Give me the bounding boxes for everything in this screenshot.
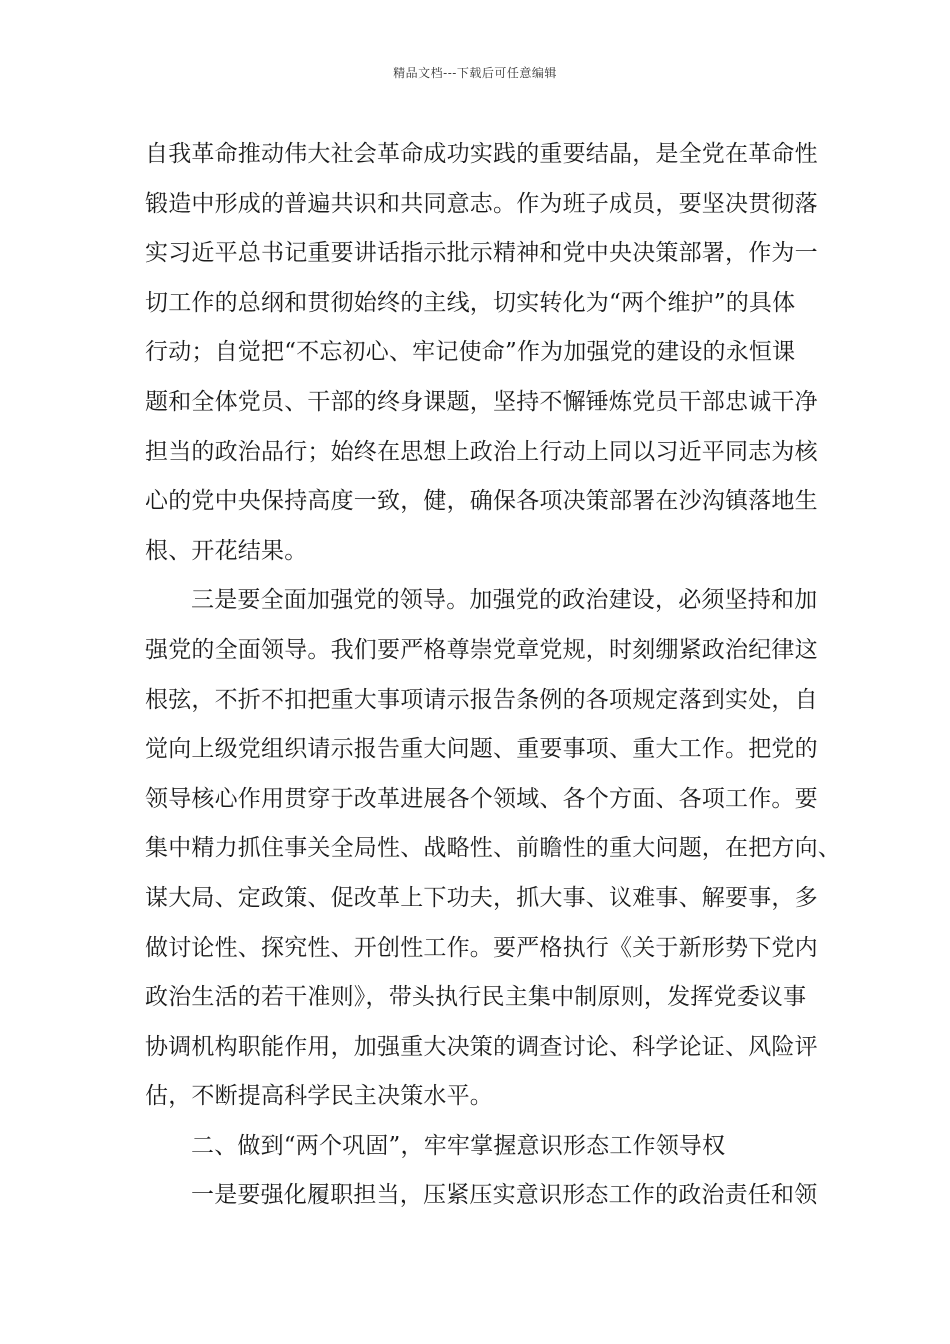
text-line: 强党的全面领导。我们要严格尊崇党章党规，时刻绷紧政治纪律这 — [145, 636, 818, 663]
text-line: 一是要强化履职担当，压紧压实意识形态工作的政治责任和领 — [191, 1182, 818, 1209]
text-line: 根弦，不折不扣把重大事项请示报告条例的各项规定落到实处，自 — [145, 686, 818, 713]
text-line: 题和全体党员、干部的终身课题，坚持不懈锤炼党员干部忠诚干净 — [145, 388, 818, 415]
text-line: 集中精力抓住事关全局性、战略性、前瞻性的重大问题，在把方向、 — [145, 835, 841, 862]
text-line: 担当的政治品行；始终在思想上政治上行动上同以习近平同志为核 — [145, 438, 818, 465]
text-line: 政治生活的若干准则》，带头执行民主集中制原则，发挥党委议事 — [145, 984, 807, 1011]
text-line: 二、做到“两个巩固”，牢牢掌握意识形态工作领导权 — [191, 1132, 726, 1159]
text-line: 锻造中形成的普遍共识和共同意志。作为班子成员，要坚决贯彻落 — [145, 190, 818, 217]
text-line: 协调机构职能作用，加强重大决策的调查讨论、科学论证、风险评 — [145, 1033, 818, 1060]
text-line: 估，不断提高科学民主决策水平。 — [145, 1083, 493, 1110]
text-line: 实习近平总书记重要讲话指示批示精神和党中央决策部署，作为一 — [145, 240, 818, 267]
text-line: 觉向上级党组织请示报告重大问题、重要事项、重大工作。把党的 — [145, 736, 818, 763]
text-line: 自我革命推动伟大社会革命成功实践的重要结晶，是全党在革命性 — [145, 141, 818, 167]
text-line: 领导核心作用贯穿于改革进展各个领域、各个方面、各项工作。要 — [145, 785, 818, 812]
document-body — [145, 130, 841, 1221]
text-line: 谋大局、定政策、促改革上下功夫，抓大事、议难事、解要事，多 — [145, 884, 818, 911]
text-line: 根、开花结果。 — [145, 537, 308, 564]
text-line: 三是要全面加强党的领导。加强党的政治建设，必须坚持和加 — [191, 587, 818, 614]
page-header: 精品文档---下载后可任意编辑 — [393, 66, 557, 80]
text-line: 做讨论性、探究性、开创性工作。要严格执行《关于新形势下党内 — [145, 934, 818, 961]
text-line: 切工作的总纲和贯彻始终的主线，切实转化为“两个维护”的具体 — [145, 289, 796, 316]
text-line: 心的党中央保持高度一致，健，确保各项决策部署在沙沟镇落地生 — [145, 488, 818, 515]
text-line: 行动；自觉把“不忘初心、牢记使命”作为加强党的建设的永恒课 — [145, 339, 796, 366]
